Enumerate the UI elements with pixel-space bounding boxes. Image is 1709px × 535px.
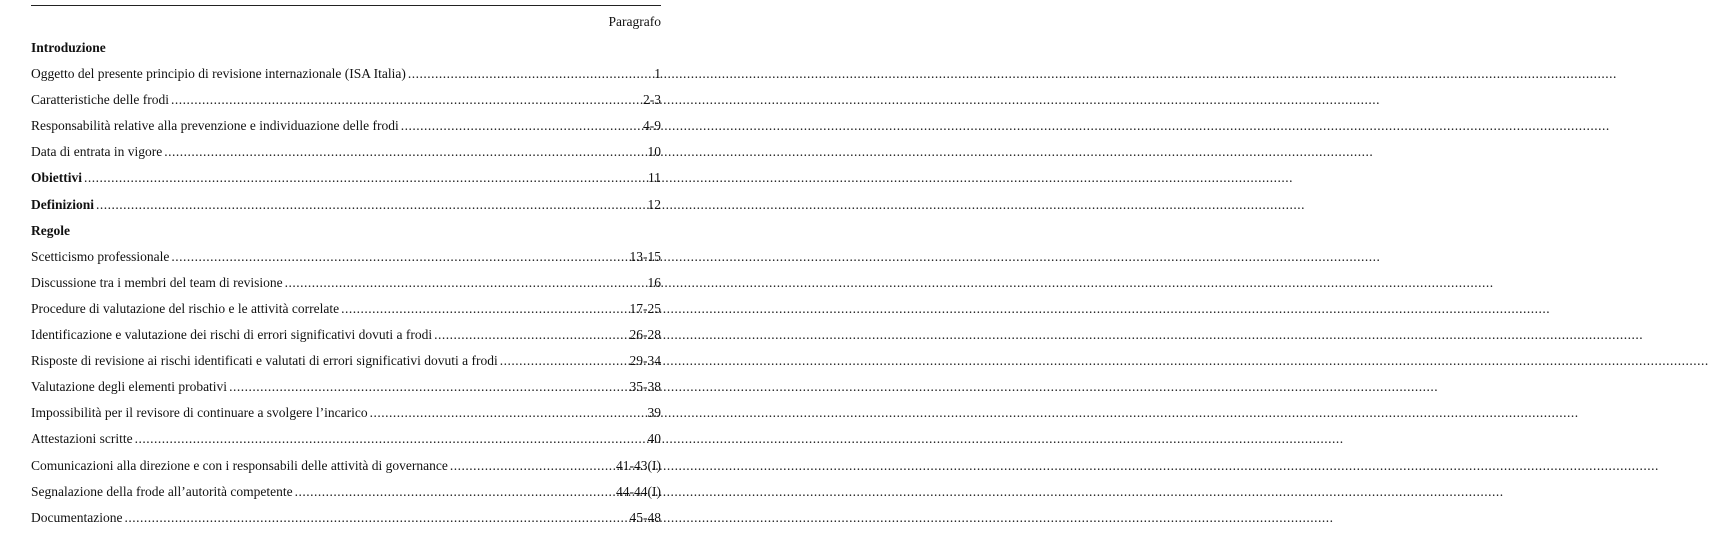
toc-dot-leader: [84, 169, 647, 187]
toc-entry: [31, 352, 661, 378]
toc-entry-title: Oggetto del presente principio di revisione internazionale (ISA Italia): [31, 66, 406, 82]
toc-entry: [31, 404, 661, 430]
toc-entry-paragraph-range: 45-48: [629, 509, 661, 525]
toc-dot-leader: [135, 430, 647, 448]
toc-entry-title: Responsabilità relative alla prevenzione e individuazione delle frodi: [31, 118, 399, 134]
toc-entry-paragraph-range: 40: [647, 431, 661, 447]
toc-entry: [31, 274, 661, 300]
toc-entry-paragraph-range: 16: [647, 274, 661, 290]
toc-entry-title: Scetticismo professionale: [31, 248, 170, 264]
toc-dot-leader: [171, 248, 628, 266]
toc-entry-paragraph-range: 41-43(I): [616, 457, 661, 473]
toc-entry-paragraph-range: 17-25: [629, 300, 661, 316]
toc-entry-paragraph-range: 12: [647, 196, 661, 212]
toc-dot-leader: [408, 65, 653, 83]
toc-entry: [31, 430, 661, 456]
toc-entry: [31, 143, 661, 169]
toc-entry: [31, 117, 661, 143]
toc-entry-title: Identificazione e valutazione dei rischi di errori significativi dovuti a frodi: [31, 327, 433, 343]
toc-entry-title: Valutazione degli elementi probativi: [31, 379, 228, 395]
toc-entry: [31, 509, 661, 535]
toc-dot-leader: [295, 483, 615, 501]
toc-entry-title: Caratteristiche delle frodi: [31, 92, 169, 108]
toc-entry-paragraph-range: 11: [648, 170, 661, 186]
toc-entry-paragraph-range: 2-3: [643, 92, 661, 108]
toc-entry-paragraph-range: 1: [654, 66, 661, 82]
toc-entry: [31, 196, 661, 222]
toc-entry-title: Obiettivi: [31, 170, 82, 186]
toc-entry-title: Procedure di valutazione del rischio e le attività correlate: [31, 300, 340, 316]
toc-entry: [31, 300, 661, 326]
toc-entry-paragraph-range: 10: [647, 144, 661, 160]
toc-section-heading: [31, 222, 661, 248]
toc-dot-leader: [229, 378, 628, 396]
toc-entry-paragraph-range: 29-34: [629, 353, 661, 369]
toc-entry-paragraph-range: 44-44(I): [616, 483, 661, 499]
toc-section-heading: [31, 39, 661, 65]
toc-entry-title: Risposte di revisione ai rischi identificati e valutati di errori significativi dovuti a frodi: [31, 353, 498, 369]
toc-dot-leader: [285, 274, 647, 292]
toc-entry: [31, 326, 661, 352]
toc-entry-title: Introduzione: [31, 40, 106, 55]
toc-entry-title: Data di entrata in vigore: [31, 144, 163, 160]
toc-entry: [31, 65, 661, 91]
toc-dot-leader: [164, 143, 646, 161]
toc-entry: [31, 378, 661, 404]
toc-dot-leader: [171, 91, 642, 109]
toc-entry-title: Comunicazioni alla direzione e con i responsabili delle attività di governance: [31, 457, 448, 473]
top-rule-divider: [31, 5, 661, 6]
table-of-contents: [31, 39, 661, 535]
toc-dot-leader: [500, 352, 629, 370]
toc-entry-paragraph-range: 39: [647, 405, 661, 421]
toc-dot-leader: [124, 509, 628, 527]
toc-entry-title: Attestazioni scritte: [31, 431, 133, 447]
toc-entry-paragraph-range: 13-15: [629, 248, 661, 264]
toc-dot-leader: [450, 457, 615, 475]
toc-entry-title: Impossibilità per il revisore di continuare a svolgere l’incarico: [31, 405, 368, 421]
toc-entry-title: Definizioni: [31, 196, 94, 212]
toc-entry-title: Segnalazione della frode all’autorità competente: [31, 483, 293, 499]
paragraph-column-header: Paragrafo: [608, 14, 661, 29]
toc-entry-paragraph-range: 35-38: [629, 379, 661, 395]
toc-dot-leader: [341, 300, 628, 318]
toc-entry-title: Discussione tra i membri del team di revisione: [31, 274, 283, 290]
document-page: [0, 0, 713, 525]
toc-entry: [31, 483, 661, 509]
toc-entry: [31, 91, 661, 117]
toc-entry-title: Documentazione: [31, 509, 123, 525]
toc-entry: [31, 169, 661, 195]
toc-entry-paragraph-range: 4-9: [643, 118, 661, 134]
toc-dot-leader: [434, 326, 628, 344]
toc-entry-paragraph-range: 26-28: [629, 327, 661, 343]
toc-entry: [31, 248, 661, 274]
toc-entry-title: Regole: [31, 222, 70, 238]
toc-dot-leader: [370, 404, 647, 422]
toc-entry: [31, 457, 661, 483]
toc-dot-leader: [96, 196, 647, 214]
toc-dot-leader: [401, 117, 642, 135]
